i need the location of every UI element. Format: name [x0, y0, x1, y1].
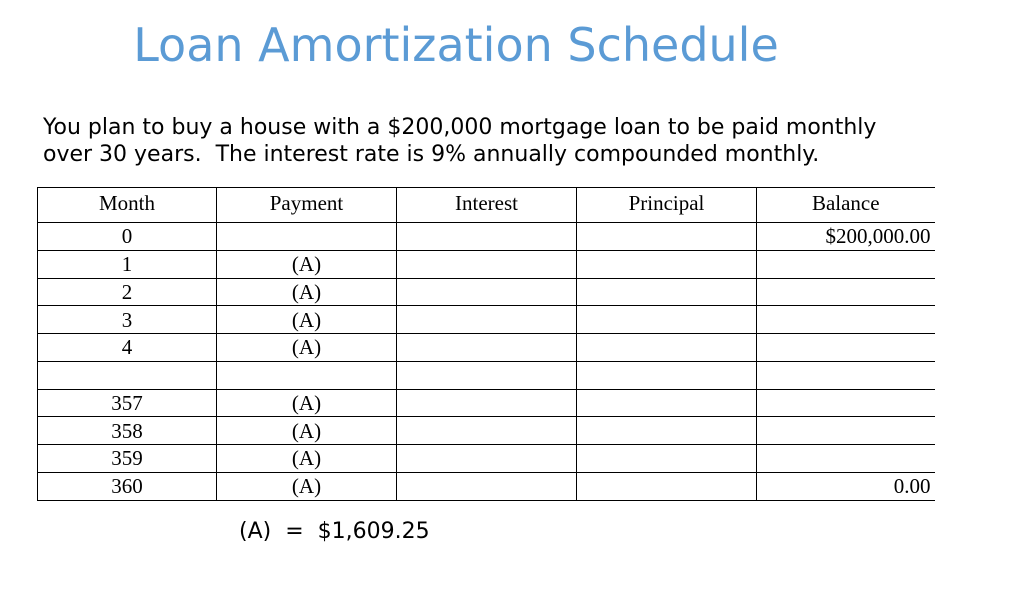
cell-payment: (A): [217, 472, 397, 500]
cell-balance: [757, 278, 935, 306]
cell-interest: [397, 306, 577, 334]
amortization-table: [37, 187, 935, 501]
cell-principal: [577, 223, 757, 251]
table-row: [38, 417, 935, 445]
cell-interest: [397, 334, 577, 362]
column-header-interest: Interest: [397, 188, 577, 223]
table-row: [38, 278, 935, 306]
cell-month: 4: [38, 334, 217, 362]
problem-statement: [43, 114, 973, 168]
cell-principal: [577, 472, 757, 500]
column-header-principal: Principal: [577, 188, 757, 223]
cell-interest: [397, 361, 577, 389]
cell-principal: [577, 389, 757, 417]
cell-balance: [757, 250, 935, 278]
cell-payment: (A): [217, 306, 397, 334]
cell-principal: [577, 250, 757, 278]
cell-month: 1: [38, 250, 217, 278]
cell-interest: [397, 445, 577, 473]
table-row: [38, 445, 935, 473]
table-body: [38, 223, 935, 501]
cell-interest: [397, 278, 577, 306]
cell-principal: [577, 445, 757, 473]
cell-month: [38, 361, 217, 389]
cell-balance: [757, 306, 935, 334]
problem-statement-line-1: You plan to buy a house with a $200,000 mortgage loan to be paid monthly: [43, 115, 877, 140]
table-row: [38, 223, 935, 251]
cell-balance: [757, 361, 935, 389]
column-header-balance: Balance: [757, 188, 935, 223]
cell-payment: (A): [217, 445, 397, 473]
cell-principal: [577, 334, 757, 362]
column-header-payment: Payment: [217, 188, 397, 223]
cell-balance: 0.00: [757, 472, 935, 500]
cell-principal: [577, 278, 757, 306]
cell-month: 358: [38, 417, 217, 445]
cell-month: 2: [38, 278, 217, 306]
table-row: [38, 361, 935, 389]
cell-payment: [217, 361, 397, 389]
cell-month: 3: [38, 306, 217, 334]
cell-payment: (A): [217, 250, 397, 278]
cell-balance: [757, 445, 935, 473]
cell-balance: $200,000.00: [757, 223, 935, 251]
cell-balance: [757, 389, 935, 417]
page-title: Loan Amortization Schedule: [133, 18, 779, 72]
problem-statement-line-2: over 30 years. The interest rate is 9% annually compounded monthly.: [43, 142, 820, 167]
cell-month: 359: [38, 445, 217, 473]
cell-principal: [577, 417, 757, 445]
column-header-month: Month: [38, 188, 217, 223]
cell-interest: [397, 250, 577, 278]
cell-interest: [397, 472, 577, 500]
cell-balance: [757, 334, 935, 362]
cell-balance: [757, 417, 935, 445]
table-row: [38, 389, 935, 417]
cell-payment: (A): [217, 389, 397, 417]
cell-payment: [217, 223, 397, 251]
cell-month: 357: [38, 389, 217, 417]
cell-interest: [397, 389, 577, 417]
cell-month: 0: [38, 223, 217, 251]
cell-principal: [577, 306, 757, 334]
cell-payment: (A): [217, 278, 397, 306]
table-header-row: [38, 188, 935, 223]
cell-interest: [397, 417, 577, 445]
cell-month: 360: [38, 472, 217, 500]
cell-payment: (A): [217, 417, 397, 445]
cell-principal: [577, 361, 757, 389]
table-row: [38, 472, 935, 500]
table-row: [38, 250, 935, 278]
cell-interest: [397, 223, 577, 251]
table-row: [38, 334, 935, 362]
payment-footnote: (A) = $1,609.25: [239, 519, 430, 544]
cell-payment: (A): [217, 334, 397, 362]
table-row: [38, 306, 935, 334]
